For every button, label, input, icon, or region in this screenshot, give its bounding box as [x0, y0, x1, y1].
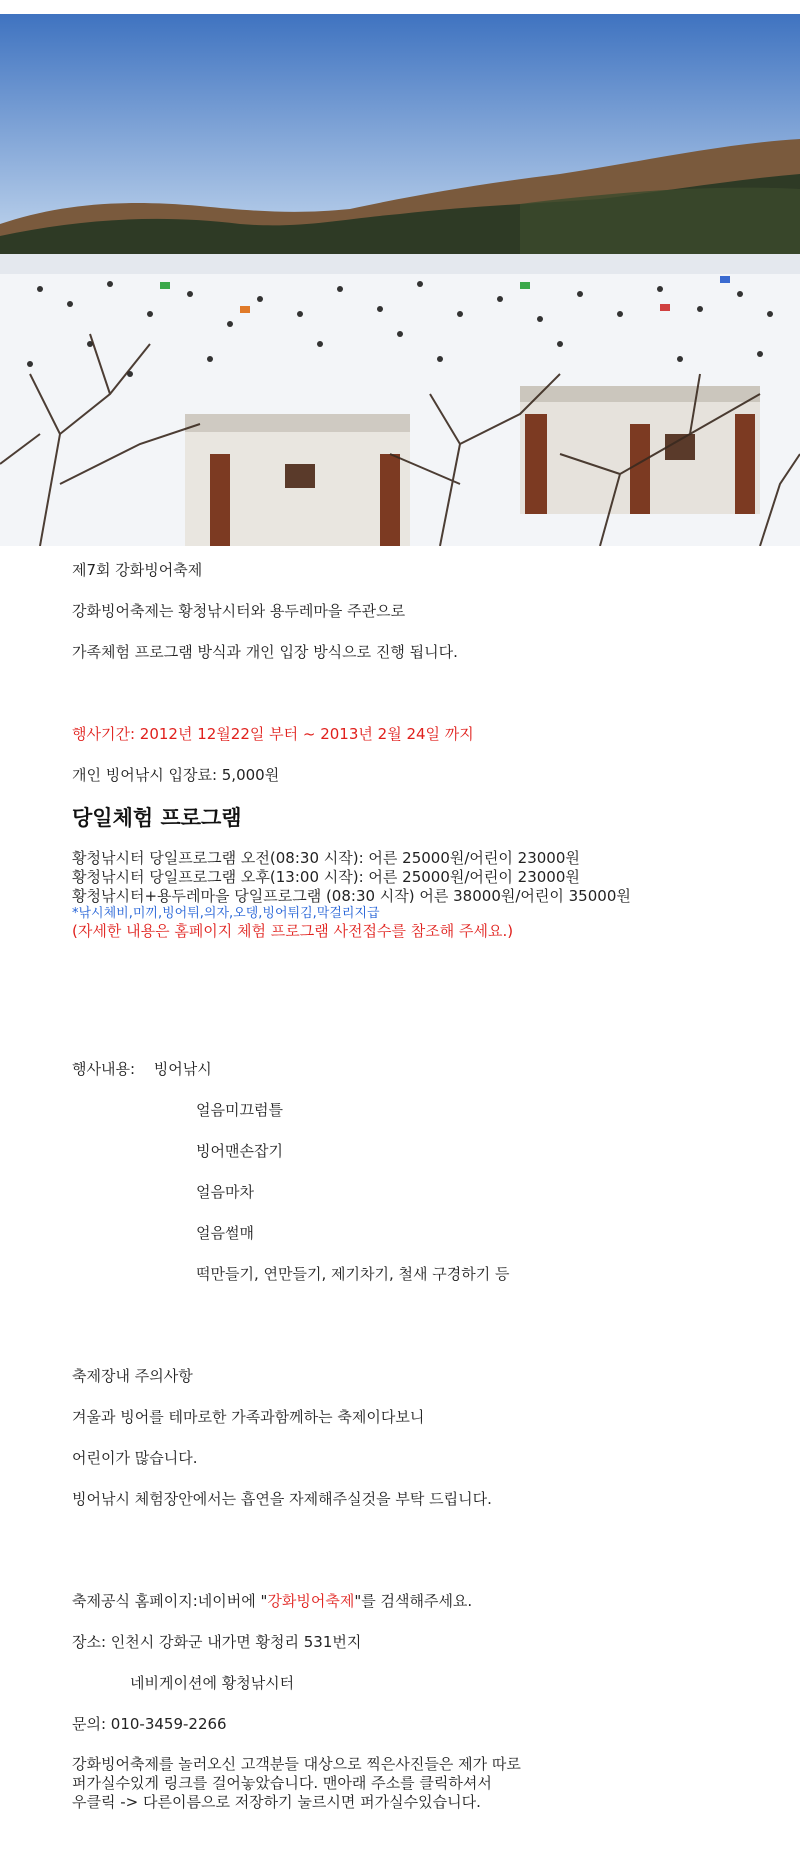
event-item: 얼음썰매: [196, 1224, 254, 1242]
program-heading: 당일체험 프로그램: [72, 806, 242, 830]
homepage-prefix: 축제공식 홈페이지:네이버에 ": [72, 1592, 268, 1610]
festival-photo-icon: [0, 14, 800, 546]
events-label: 행사내용:: [72, 1060, 136, 1078]
program-list: [72, 849, 772, 941]
event-item: 얼음마차: [196, 1183, 254, 1201]
caution-line-3: 빙어낚시 체험장안에서는 흡연을 자제해주실것을 부탁 드립니다.: [72, 1490, 492, 1508]
program-item: 황청낚시터 당일프로그램 오전(08:30 시작): 어른 25000원/어린이 23000원: [72, 849, 580, 867]
event-item: 빙어맨손잡기: [196, 1142, 283, 1160]
caution-line-1: 겨울과 빙어를 테마로한 가족과함께하는 축제이다보니: [72, 1408, 425, 1426]
caution-title: 축제장내 주의사항: [72, 1367, 193, 1385]
events-first-line: [72, 1059, 772, 1079]
navigation-hint: 네비게이션에 황청낚시터: [130, 1674, 295, 1692]
event-item: 떡만들기, 연만들기, 제기차기, 철새 구경하기 등: [196, 1265, 510, 1283]
homepage-info: [72, 1591, 772, 1611]
intro-line-2: 가족체험 프로그램 방식과 개인 입장 방식으로 진행 됩니다.: [72, 643, 458, 661]
entrance-fee: 개인 빙어낚시 입장료: 5,000원: [72, 766, 280, 784]
festival-photo: [0, 14, 800, 546]
homepage-keyword[interactable]: 강화빙어축제: [267, 1592, 355, 1610]
program-item: 황청낚시터 당일프로그램 오후(13:00 시작): 어른 25000원/어린이 23000원: [72, 868, 580, 886]
homepage-suffix: "를 검색해주세요.: [354, 1592, 473, 1610]
photo-notice-line: 우클릭 -> 다른이름으로 저장하기 눌르시면 퍼가실수있습니다.: [72, 1793, 481, 1811]
events-section: [72, 1059, 772, 1284]
event-item: 얼음미끄럼틀: [196, 1101, 283, 1119]
photo-notice-line: 퍼가실수있게 링크를 걸어놓았습니다. 맨아래 주소를 클릭하셔서: [72, 1774, 492, 1792]
program-note: (자세한 내용은 홈페이지 체험 프로그램 사전접수를 참조해 주세요.): [72, 922, 514, 940]
photo-notice-line: 강화빙어축제를 놀러오신 고객분들 대상으로 찍은사진들은 제가 따로: [72, 1755, 521, 1773]
event-period: 행사기간: 2012년 12월22일 부터 ~ 2013년 2월 24일 까지: [72, 725, 474, 743]
photo-notice: [72, 1755, 772, 1812]
event-item: 빙어낚시: [153, 1060, 212, 1078]
caution-line-2: 어린이가 많습니다.: [72, 1449, 198, 1467]
festival-title: 제7회 강화빙어축제: [72, 561, 203, 579]
article-content: [72, 560, 772, 1812]
intro-line-1: 강화빙어축제는 황청낚시터와 용두레마을 주관으로: [72, 602, 406, 620]
program-included: *낚시체비,미끼,빙어튀,의자,오뎅,빙어튀김,막걸리지급: [72, 906, 380, 921]
program-item: 황청낚시터+용두레마을 당일프로그램 (08:30 시작) 어른 38000원/어린이 35000원: [72, 887, 631, 905]
contact: 문의: 010-3459-2266: [72, 1715, 227, 1733]
address: 장소: 인천시 강화군 내가면 황청리 531번지: [72, 1633, 362, 1651]
